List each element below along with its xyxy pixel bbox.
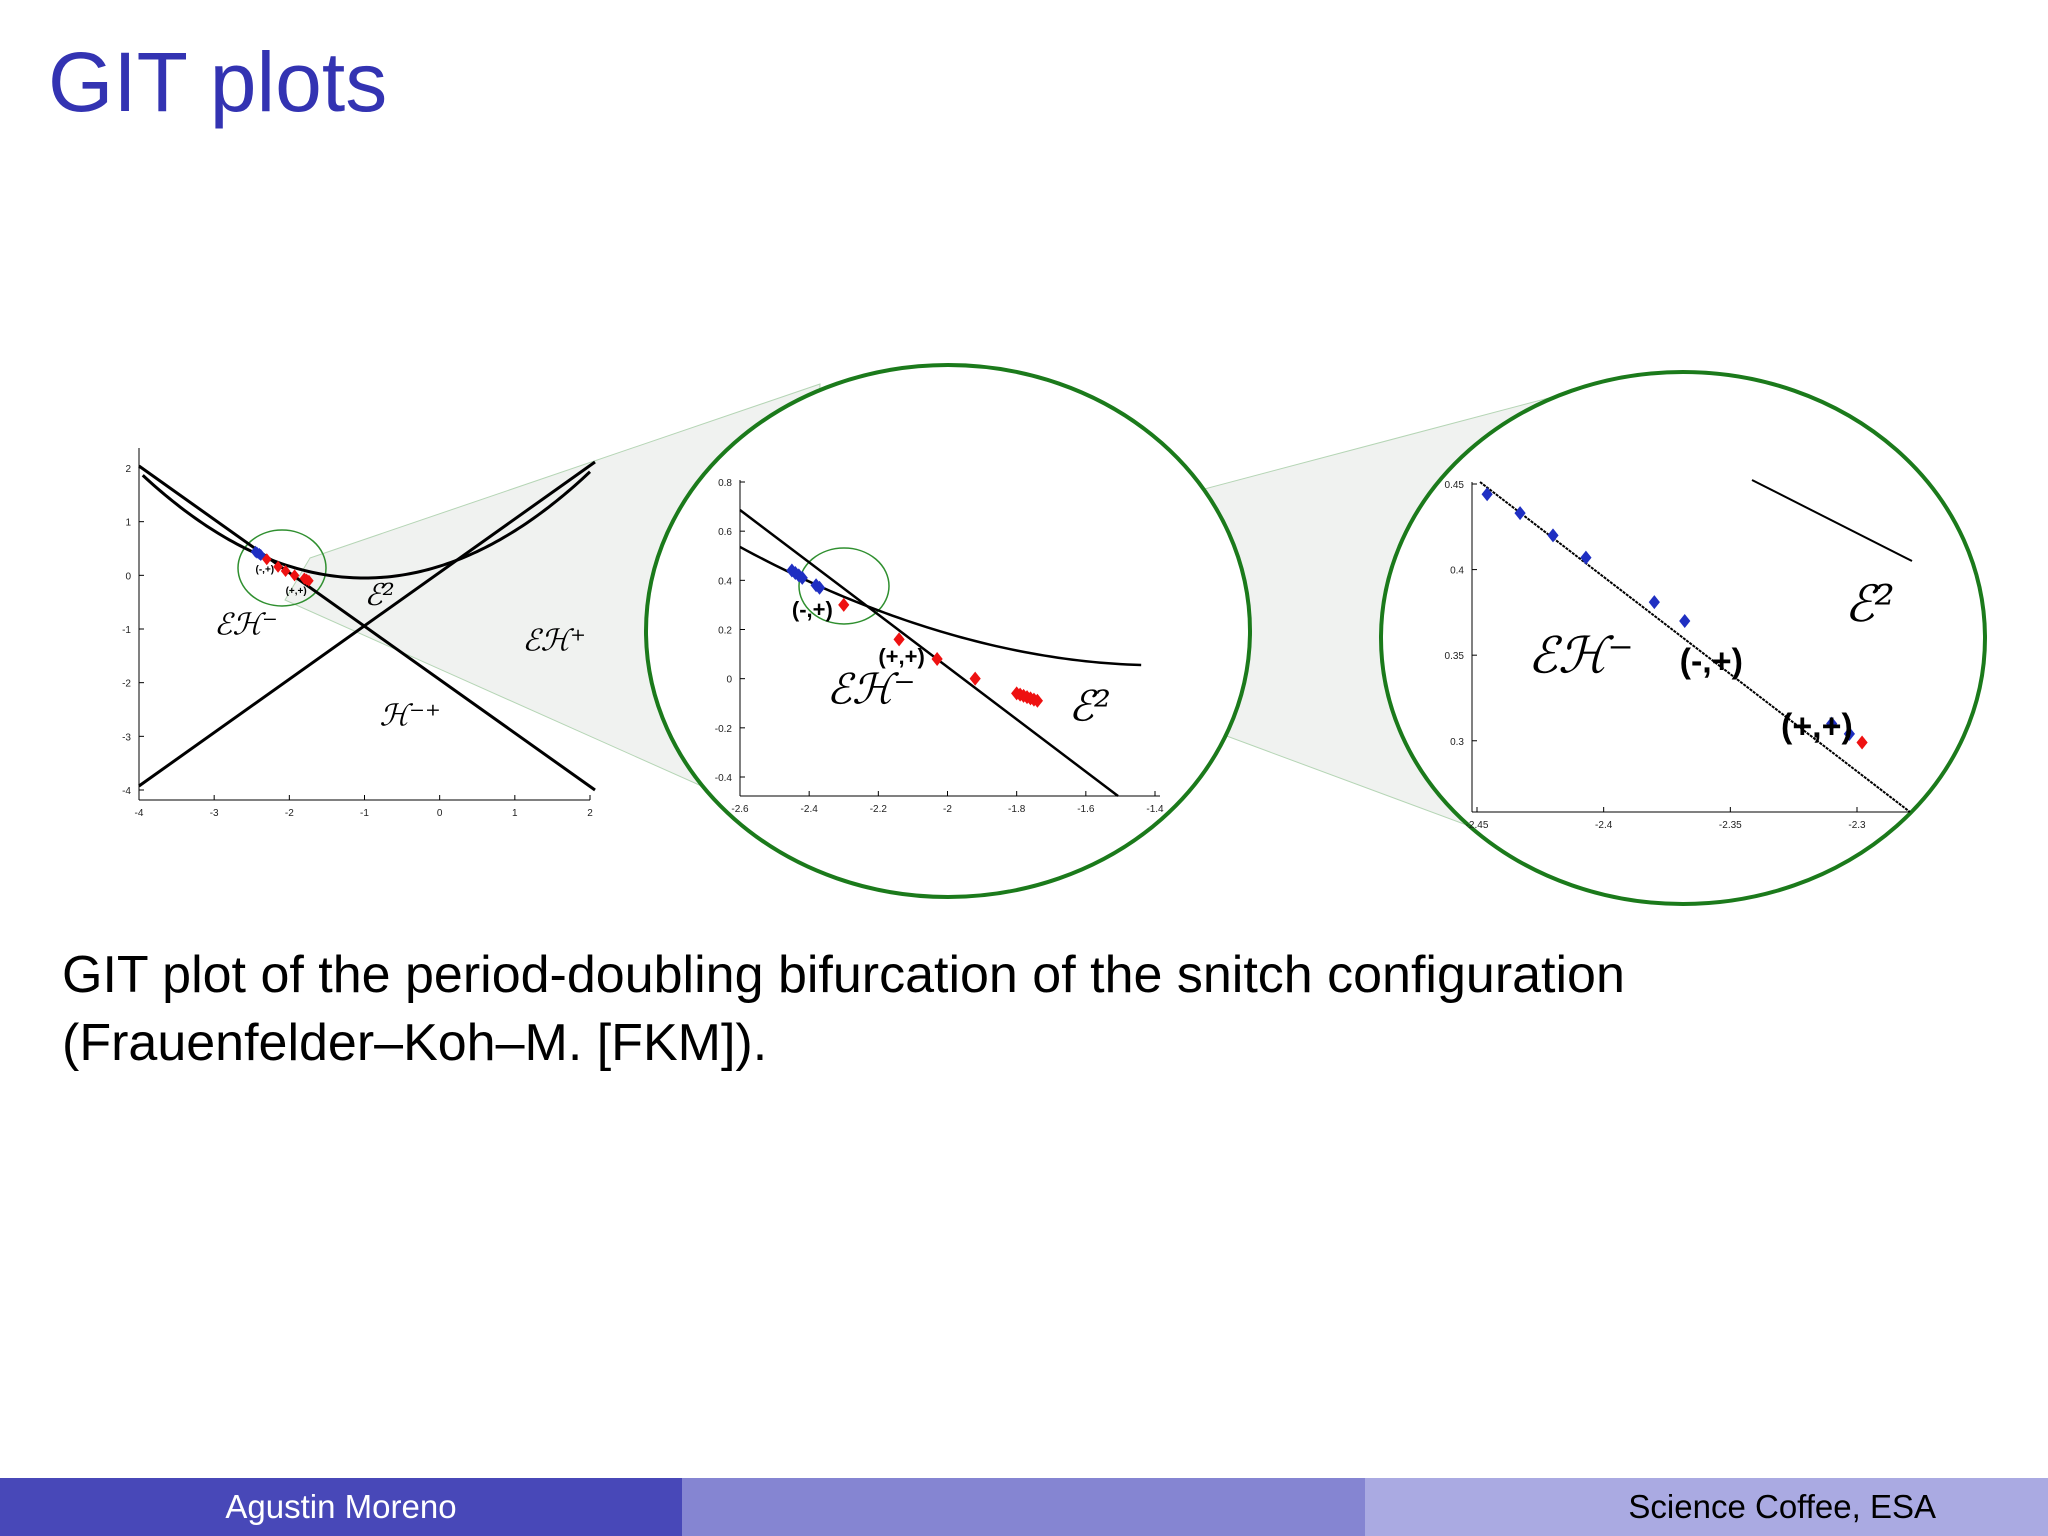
y-tick-label: -0.2 [714, 723, 732, 735]
region-label: ℰ² [1068, 681, 1111, 731]
footer-author: Agustin Moreno [0, 1478, 682, 1536]
region-label: ℰℋ⁺ [522, 623, 587, 659]
region-label: ℋ⁻⁺ [379, 698, 441, 734]
x-tick-label: -2.3 [1848, 820, 1866, 831]
y-tick-label: 0.4 [1450, 565, 1464, 577]
sign-annotation: (+,+) [285, 586, 307, 598]
x-tick-label: -2.4 [1595, 820, 1613, 831]
region-label: ℰ² [1844, 574, 1895, 633]
x-tick-label: -2.45 [1465, 820, 1489, 831]
sign-annotation: (-,+) [255, 564, 275, 576]
region-label: ℰℋ⁻ [826, 664, 916, 714]
x-tick-label: -4 [134, 808, 144, 819]
caption-line-2: (Frauenfelder–Koh–M. [FKM]). [62, 1014, 768, 1072]
y-tick-label: 0 [726, 674, 732, 686]
x-tick-label: -1.8 [1008, 804, 1026, 815]
zoom-circle-1 [646, 365, 1250, 897]
x-tick-label: -2 [943, 804, 952, 815]
y-tick-label: 0.6 [718, 527, 732, 539]
x-tick-label: -1.6 [1077, 804, 1095, 815]
y-tick-label: -0.4 [714, 773, 732, 784]
y-tick-label: 1 [125, 517, 131, 529]
x-tick-label: 0 [436, 808, 443, 819]
sign-annotation: (+,+) [878, 643, 925, 669]
panel1-xticks [135, 795, 594, 819]
x-tick-label: -2.35 [1718, 820, 1742, 831]
y-tick-label: 0.4 [718, 576, 732, 588]
x-tick-label: -3 [209, 808, 219, 819]
y-tick-label: -2 [122, 678, 131, 690]
y-tick-label: -4 [122, 786, 131, 797]
x-tick-label: -1 [360, 808, 369, 819]
footer-event: Science Coffee, ESA [1365, 1478, 2048, 1536]
y-tick-label: 0.8 [718, 478, 732, 489]
region-label: ℰℋ⁻ [1527, 626, 1634, 685]
x-tick-label: -2.4 [800, 804, 818, 815]
x-tick-label: -2.6 [731, 804, 749, 815]
footer-middle [682, 1478, 1365, 1536]
x-tick-label: 1 [512, 808, 518, 819]
y-tick-label: 0.3 [1450, 736, 1464, 748]
slide-title: GIT plots [48, 35, 388, 129]
y-tick-label: 2 [125, 464, 131, 475]
footer-bar [0, 1478, 2048, 1536]
sign-annotation: (-,+) [1679, 642, 1743, 681]
y-tick-label: -1 [122, 625, 131, 636]
sign-annotation: (+,+) [1781, 707, 1853, 746]
x-tick-label: -2 [284, 808, 294, 819]
caption-line-1: GIT plot of the period-doubling bifurcation of the snitch configuration [62, 946, 1625, 1004]
region-label: ℰ² [364, 577, 395, 613]
y-tick-label: 0.45 [1444, 480, 1464, 491]
y-tick-label: 0.2 [718, 625, 732, 637]
x-tick-label: -2.2 [869, 804, 887, 815]
panel1-yticks [122, 464, 144, 797]
y-tick-label: 0 [125, 571, 131, 583]
x-tick-label: 2 [587, 808, 593, 819]
y-tick-label: 0.35 [1444, 651, 1464, 663]
sign-annotation: (-,+) [791, 597, 833, 623]
region-label: ℰℋ⁻ [214, 607, 278, 643]
x-tick-label: -1.4 [1146, 804, 1164, 815]
y-tick-label: -3 [122, 732, 131, 744]
